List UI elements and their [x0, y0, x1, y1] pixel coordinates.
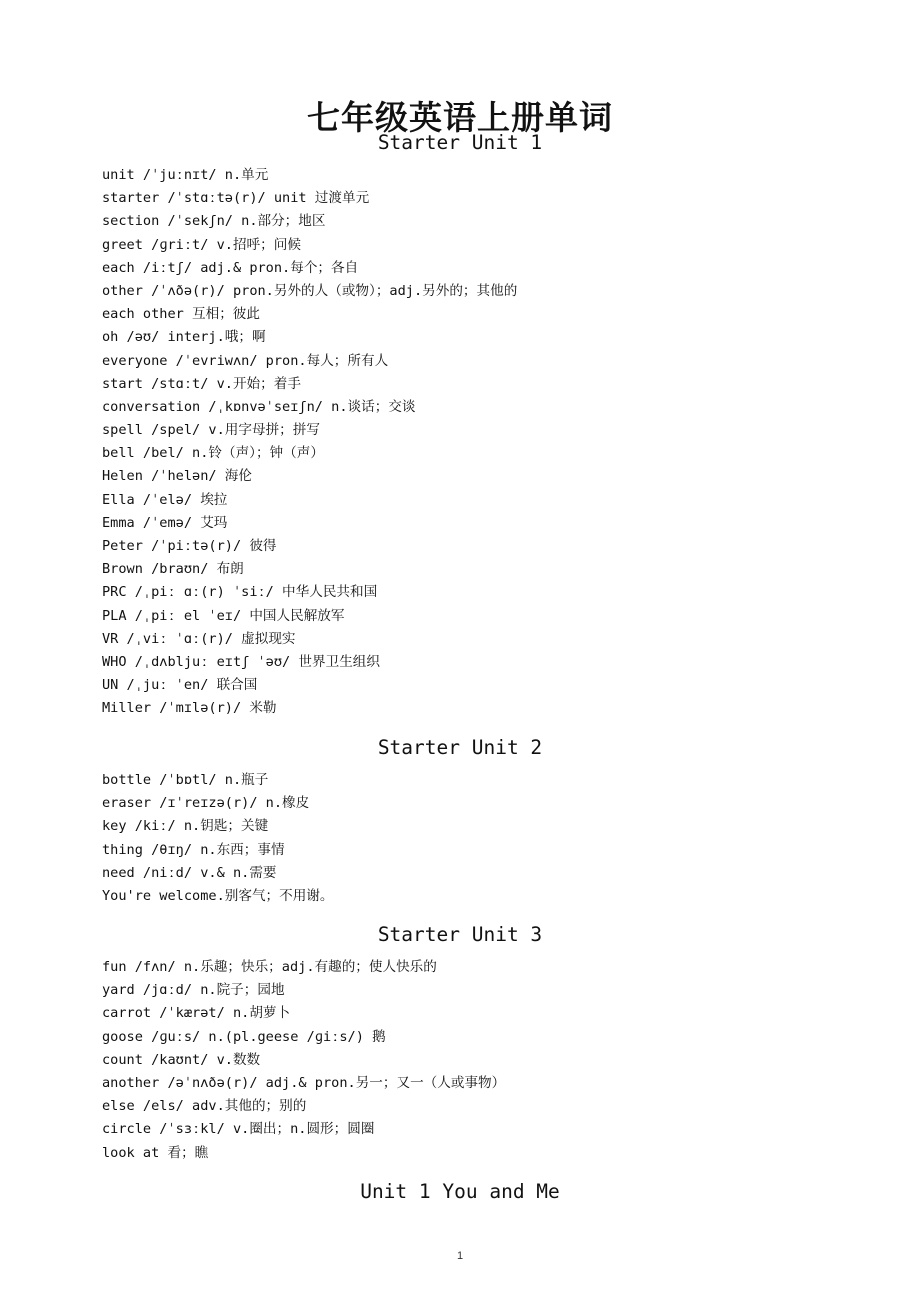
section-heading: Starter Unit 3	[377, 923, 543, 946]
vocabulary-entry: oh /əʊ/ interj.哦；啊	[102, 329, 266, 346]
vocabulary-entry: PRC /ˌpiː ɑː(r) ˈsiː/ 中华人民共和国	[102, 584, 378, 601]
vocabulary-entry: count /kaʊnt/ v.数数	[102, 1051, 261, 1068]
document-title: 七年级英语上册单词	[307, 98, 613, 138]
vocabulary-entry: fun /fʌn/ n.乐趣；快乐；adj.有趣的；使人快乐的	[102, 959, 437, 975]
vocabulary-entry: section /ˈsekʃn/ n.部分；地区	[102, 213, 326, 230]
page-number: 1	[456, 1250, 464, 1262]
vocabulary-entry: eraser /ɪˈreɪzə(r)/ n.橡皮	[102, 795, 310, 812]
vocabulary-entry: thing /θɪŋ/ n.东西；事情	[102, 841, 285, 858]
vocabulary-entry: Emma /ˈemə/ 艾玛	[102, 514, 228, 531]
section-heading: Unit 1 You and Me	[360, 1180, 560, 1203]
vocabulary-entry: bell /bel/ n.铃（声）；钟（声）	[102, 445, 324, 462]
vocabulary-entry: spell /spel/ v.用字母拼；拼写	[102, 422, 320, 439]
vocabulary-entry: another /əˈnʌðə(r)/ adj.& pron.另一；又一（人或事物）	[102, 1074, 506, 1091]
vocabulary-entry: greet /ɡriːt/ v.招呼；问候	[102, 236, 301, 253]
vocabulary-entry: You're welcome.别客气；不用谢。	[102, 887, 334, 904]
vocabulary-entry: need /niːd/ v.& n.需要	[102, 864, 277, 881]
vocabulary-entry: other /ˈʌðə(r)/ pron.另外的人（或物）；adj.另外的；其他的	[102, 282, 518, 299]
vocabulary-entry: each other 互相；彼此	[102, 306, 260, 323]
vocabulary-entry: UN /ˌjuː ˈen/ 联合国	[102, 677, 258, 694]
vocabulary-entry: circle /ˈsɜːkl/ v.圈出；n.圆形；圆圈	[102, 1121, 375, 1138]
vocabulary-entry: start /stɑːt/ v.开始；着手	[102, 375, 301, 392]
vocabulary-entry: Ella /ˈelə/ 埃拉	[102, 491, 228, 508]
vocabulary-entry: Miller /ˈmɪlə(r)/ 米勒	[102, 700, 277, 717]
section-heading: Starter Unit 2	[377, 736, 543, 759]
vocabulary-entry: WHO /ˌdʌbljuː eɪtʃ ˈəʊ/ 世界卫生组织	[102, 653, 380, 670]
vocabulary-entry: each /iːtʃ/ adj.& pron.每个；各自	[102, 259, 359, 276]
section-heading: Starter Unit 1	[377, 131, 543, 154]
vocabulary-entry: yard /jɑːd/ n.院子；园地	[102, 982, 285, 999]
vocabulary-entry: VR /ˌviː ˈɑː(r)/ 虚拟现实	[102, 630, 296, 647]
vocabulary-entry: look at 看；瞧	[102, 1144, 209, 1161]
vocabulary-entry: conversation /ˌkɒnvəˈseɪʃn/ n.谈话；交谈	[102, 398, 416, 415]
section-starter-unit-3	[102, 918, 822, 1165]
vocabulary-entry: Peter /ˈpiːtə(r)/ 彼得	[102, 538, 277, 554]
vocabulary-list	[102, 956, 822, 1165]
vocabulary-entry: Brown /braʊn/ 布朗	[102, 561, 244, 578]
vocabulary-entry: starter /ˈstɑːtə(r)/ unit 过渡单元	[102, 190, 370, 207]
vocabulary-entry: everyone /ˈevriwʌn/ pron.每人；所有人	[102, 352, 389, 369]
vocabulary-list	[102, 164, 822, 721]
vocabulary-entry: Helen /ˈhelən/ 海伦	[102, 468, 252, 485]
vocabulary-entry: PLA /ˌpiː el ˈeɪ/ 中国人民解放军	[102, 607, 345, 624]
vocabulary-entry: else /els/ adv.其他的；别的	[102, 1098, 307, 1115]
section-starter-unit-2	[102, 731, 822, 908]
vocabulary-entry: key /kiː/ n.钥匙；关键	[102, 818, 269, 835]
section-unit-1-you-and-me	[102, 1175, 822, 1213]
vocabulary-list	[102, 769, 822, 908]
vocabulary-entry: bottle /ˈbɒtl/ n.瓶子	[102, 772, 269, 788]
vocabulary-entry: goose /ɡuːs/ n.(pl.geese /ɡiːs/) 鹅	[102, 1028, 386, 1045]
section-starter-unit-1	[102, 126, 822, 721]
vocabulary-entry: unit /ˈjuːnɪt/ n.单元	[102, 167, 269, 183]
vocabulary-entry: carrot /ˈkærət/ n.胡萝卜	[102, 1005, 291, 1022]
